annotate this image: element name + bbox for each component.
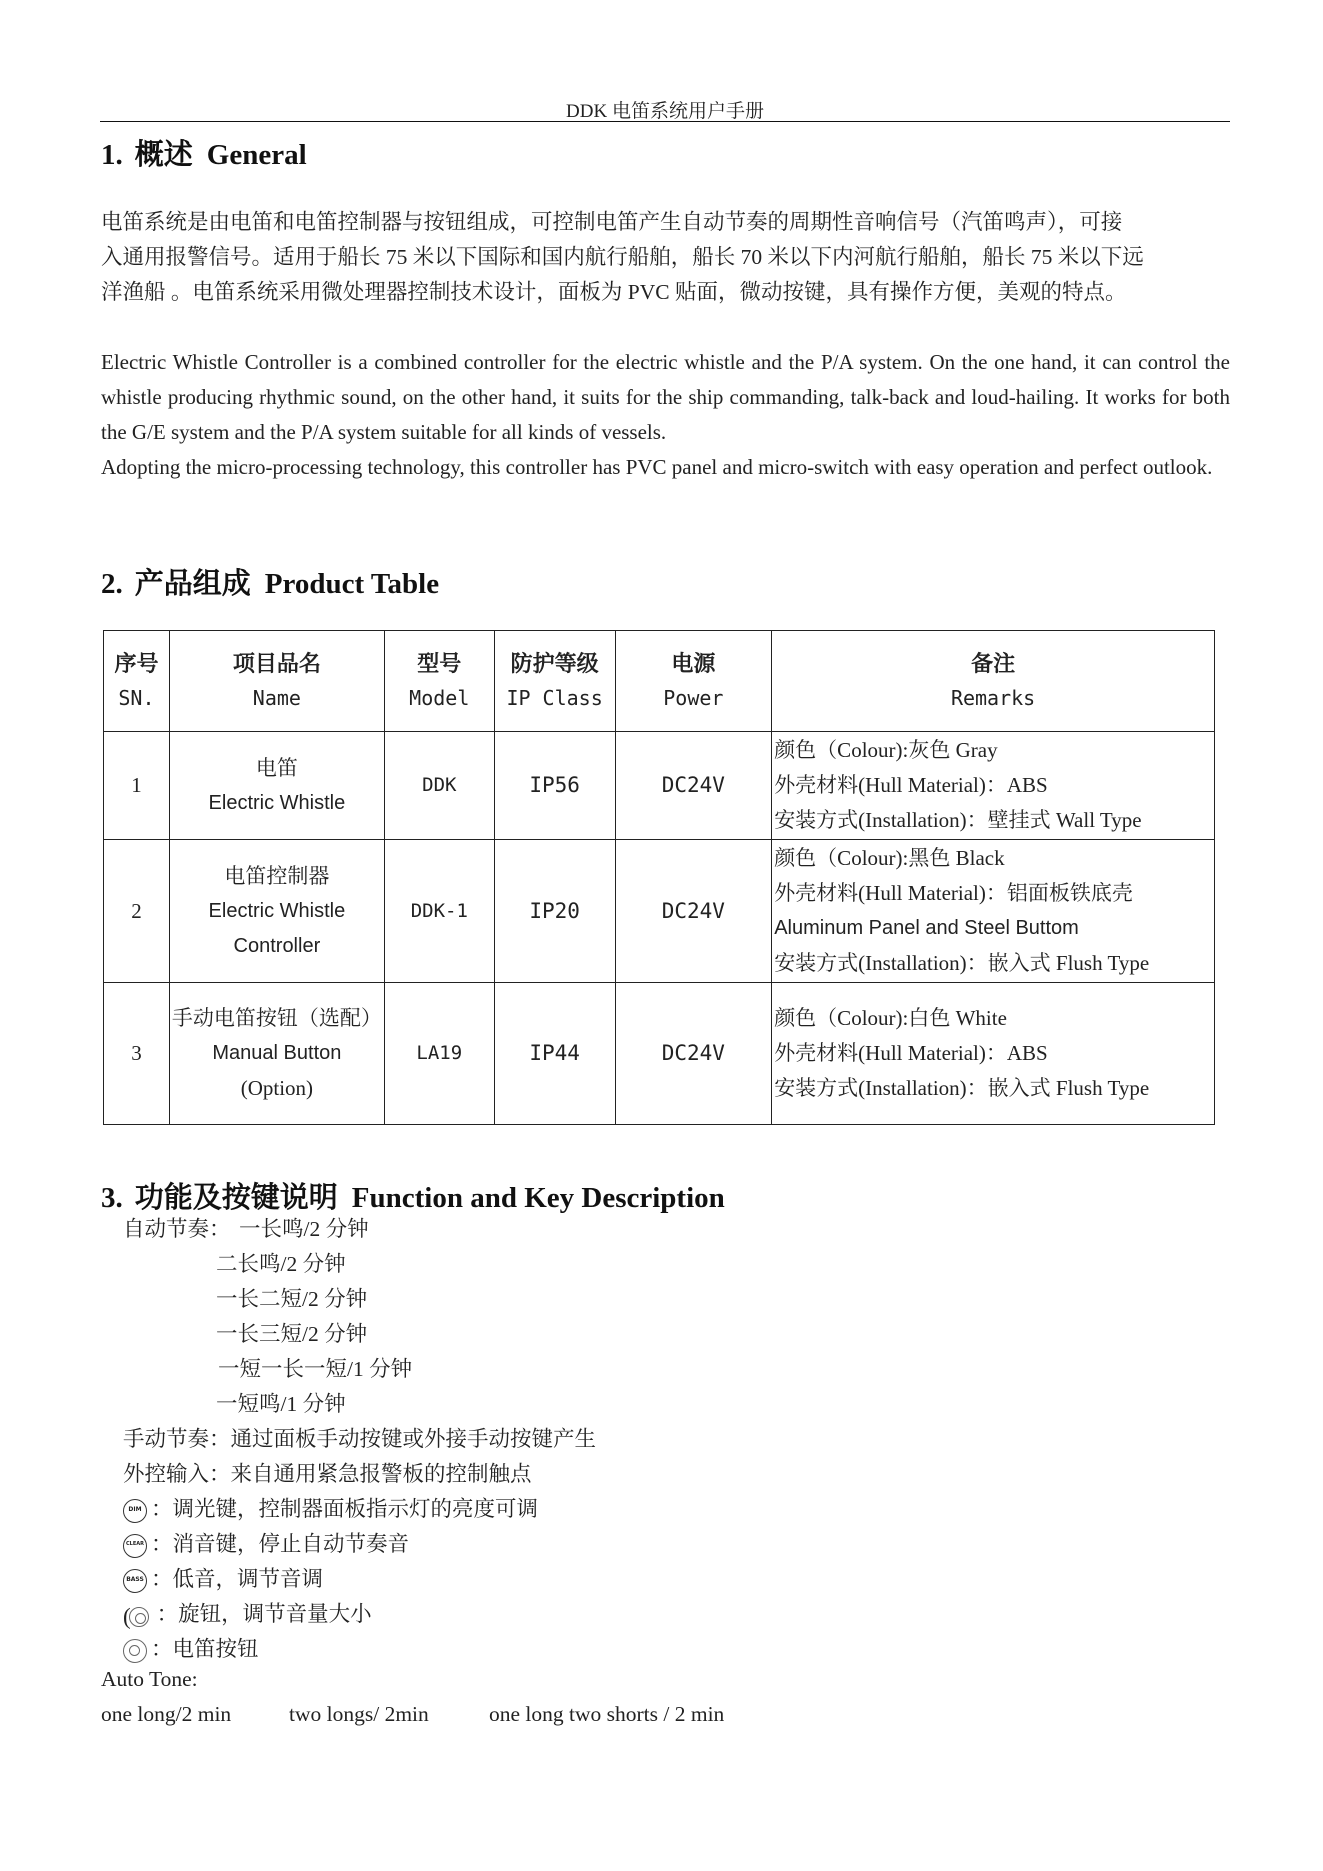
sn-cell: 2 <box>104 840 170 983</box>
paragraph-text: Adopting the micro-processing technology, this controller has PVC panel and micro-switch with easy operation and perfect outlook. <box>101 455 1213 479</box>
remarks-cell: 颜色（Colour):白色 White 外壳材料(Hull Material)：ABS 安装方式(Installation)：嵌入式 Flush Type <box>772 983 1215 1125</box>
running-header: DDK 电笛系统用户手册 <box>566 101 764 122</box>
auto-tone-item: one long/2 min <box>101 1702 232 1726</box>
power-cell: DC24V <box>615 840 772 983</box>
section-title-zh: 产品组成 <box>134 568 251 600</box>
name-cell: 手动电笛按钮（选配） Manual Button (Option) <box>169 983 384 1125</box>
list-item: 一长二短/2 分钟 <box>216 1287 368 1311</box>
auto-tone-zh-label: 自动节奏： <box>123 1217 231 1241</box>
section-title-zh: 功能及按键说明 <box>134 1182 338 1214</box>
paragraph-text: Electric Whistle Controller is a combined controller for the electric whistle and the P/A system. On the one hand, it can control the whistle producing rhythmic sound, on the other hand, it suits for the ship commanding, talk-back and loud-hailing. It works for both the G/E system and the P/A system suitable for all kinds of vessels. <box>101 350 1230 444</box>
column-header: 型号 Model <box>384 631 494 732</box>
section-1-heading <box>101 132 307 173</box>
section-title-en: Function and Key Description <box>351 1182 725 1214</box>
auto-tone-en-label: Auto Tone: <box>101 1667 198 1691</box>
knob-line <box>123 1597 372 1630</box>
whistle-button-line <box>123 1632 259 1663</box>
paragraph-line: 入通用报警信号。适用于船长 75 米以下国际和国内航行船舶，船长 70 米以下内河航行船舶，船长 75 米以下远 <box>101 245 1144 269</box>
key-description: ：电笛按钮 <box>151 1637 259 1661</box>
section-title-en: General <box>206 139 307 171</box>
key-description: ：低音，调节音调 <box>151 1567 324 1591</box>
clear-key-line <box>123 1527 409 1558</box>
external-input-text: 外控输入：来自通用紧急报警板的控制触点 <box>123 1462 532 1486</box>
paragraph-line: 洋渔船 。电笛系统采用微处理器控制技术设计，面板为 PVC 贴面，微动按键，具有操作方便，美观的特点。 <box>101 280 1127 304</box>
key-description: ：旋钮，调节音量大小 <box>156 1602 372 1626</box>
paragraph-line: 电笛系统是由电笛和电笛控制器与按钮组成，可控制电笛产生自动节奏的周期性音响信号（汽笛鸣声），可接 <box>101 210 1123 234</box>
table-row <box>104 840 1215 983</box>
table-row <box>104 983 1215 1125</box>
bass-key-line <box>123 1562 323 1593</box>
section-title-en: Product Table <box>264 568 440 600</box>
sn-cell: 1 <box>104 732 170 840</box>
whistle-button-icon <box>123 1639 147 1663</box>
remarks-cell: 颜色（Colour):灰色 Gray 外壳材料(Hull Material)：ABS 安装方式(Installation)：壁挂式 Wall Type <box>772 732 1215 840</box>
product-table <box>103 630 1215 1125</box>
key-description: ：消音键，停止自动节奏音 <box>151 1532 410 1556</box>
list-item: 一短鸣/1 分钟 <box>216 1392 346 1416</box>
model-cell: DDK <box>384 732 494 840</box>
ip-cell: IP56 <box>494 732 615 840</box>
name-cell: 电笛控制器 Electric Whistle Controller <box>169 840 384 983</box>
dim-key-icon: DIM <box>123 1499 147 1523</box>
table-header-row <box>104 631 1215 732</box>
list-item: 二长鸣/2 分钟 <box>216 1252 346 1276</box>
column-header: 防护等级 IP Class <box>494 631 615 732</box>
auto-tone-item: one long two shorts / 2 min <box>489 1702 725 1726</box>
dim-key-line <box>123 1492 538 1523</box>
remarks-cell: 颜色（Colour):黑色 Black 外壳材料(Hull Material)：铝面板铁底壳 Aluminum Panel and Steel Buttom 安装方式(Installation)：嵌入式 Flush Type <box>772 840 1215 983</box>
clear-key-icon: CLEAR <box>123 1534 147 1558</box>
manual-tone-text: 手动节奏：通过面板手动按键或外接手动按键产生 <box>123 1427 597 1451</box>
header-divider <box>100 121 1230 122</box>
bass-key-icon: BASS <box>123 1569 147 1593</box>
general-zh-paragraph <box>101 205 1230 310</box>
column-header: 序号 SN. <box>104 631 170 732</box>
list-item: 一长三短/2 分钟 <box>216 1322 368 1346</box>
column-header: 项目品名 Name <box>169 631 384 732</box>
name-cell: 电笛 Electric Whistle <box>169 732 384 840</box>
power-cell: DC24V <box>615 983 772 1125</box>
list-item: 一短一长一短/1 分钟 <box>218 1357 413 1381</box>
auto-tone-item: two longs/ 2min <box>289 1702 429 1726</box>
power-cell: DC24V <box>615 732 772 840</box>
ip-cell: IP44 <box>494 983 615 1125</box>
model-cell: LA19 <box>384 983 494 1125</box>
table-row <box>104 732 1215 840</box>
section-3-heading <box>101 1175 725 1216</box>
section-number: 1. <box>101 139 123 171</box>
column-header: 备注 Remarks <box>772 631 1215 732</box>
section-2-heading <box>101 561 439 602</box>
ip-cell: IP20 <box>494 840 615 983</box>
column-header: 电源 Power <box>615 631 772 732</box>
general-en-paragraph <box>101 345 1230 485</box>
list-item: 一长鸣/2 分钟 <box>239 1217 369 1241</box>
key-description: ：调光键，控制器面板指示灯的亮度可调 <box>151 1497 539 1521</box>
model-cell: DDK-1 <box>384 840 494 983</box>
sn-cell: 3 <box>104 983 170 1125</box>
section-number: 3. <box>101 1182 123 1214</box>
knob-icon: ( <box>123 1603 153 1630</box>
section-number: 2. <box>101 568 123 600</box>
section-title-zh: 概述 <box>134 139 193 171</box>
